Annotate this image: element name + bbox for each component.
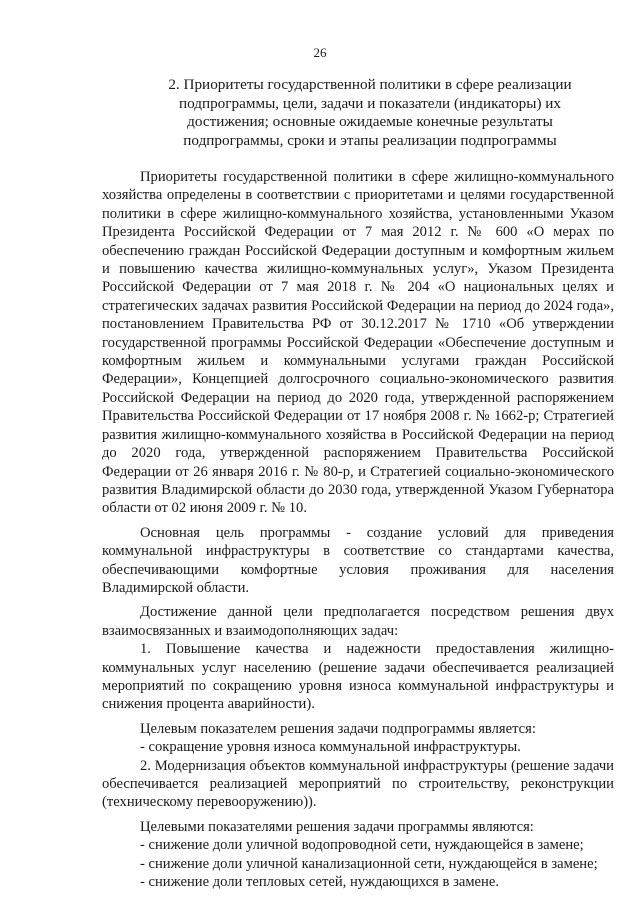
document-body <box>102 168 614 891</box>
paragraph-achievement: Достижение данной цели предполагается посредством решения двух взаимосвязанных и взаимодополняющих задач: <box>102 604 614 639</box>
list-item: - снижение доли тепловых сетей, нуждающихся в замене. <box>140 874 499 891</box>
section-title: 2. Приоритеты государственной политики в сфере реализации подпрограммы, цели, задачи и показатели (индикаторы) их достижения; основные ожидаемые конечные результаты подпрограммы, сроки и этапы реализации подпрограммы <box>168 76 572 149</box>
paragraph-task-1-indicator-intro: Целевым показателем решения задачи подпрограммы является: <box>140 720 536 737</box>
paragraph-priorities: Приоритеты государственной политики в сфере жилищно-коммунального хозяйства определены в соответствии с приоритетами и целями государственной политики в сфере жилищно-коммунального хозяйства, установленными Указом Президента Российской Федерации от 7 мая 2012 г. № 600 «О мерах по обеспечению граждан Российской Федерации доступным и комфортным жильем и повышению качества жилищно-коммунальных услуг», Указом Президента Российской Федерации от 7 мая 2018 г. № 204 «О национальных целях и стратегических задачах развития Российской Федерации на период до 2024 года», постановлением Правительства РФ от 30.12.2017 № 1710 «Об утверждении государственной программы Российской Федерации «Обеспечение доступным и комфортным жильем и коммунальными услугами граждан Российской Федерации», Концепцией долгосрочного социально-экономического развития Российской Федерации на период до 2020 года, утвержденной распоряжением Правительства Российской Федерации от 17 ноября 2008 г. № 1662-р; Стратегией развития жилищно-коммунального хозяйства в Российской Федерации на период до 2020 года, утвержденной распоряжением Правительства Российской Федерации от 26 января 2016 г. № 80-р, и Стратегией социально-экономического развития Владимирской области до 2030 года, утвержденной Указом Губернатора области от 02 июня 2009 г. № 10. <box>102 169 614 517</box>
list-item: - сокращение уровня износа коммунальной инфраструктуры. <box>140 739 521 756</box>
list-item: - снижение доли уличной водопроводной сети, нуждающейся в замене; <box>140 837 584 854</box>
paragraph-task-2-indicators-intro: Целевыми показателями решения задачи программы являются: <box>140 818 534 835</box>
paragraph-task-2: 2. Модернизация объектов коммунальной инфраструктуры (решение задачи обеспечивается реализацией мероприятий по строительству, реконструкции (техническому перевооружению)). <box>102 757 614 811</box>
paragraph-task-1: 1. Повышение качества и надежности предоставления жилищно-коммунальных услуг населению (решение задачи обеспечивается реализацией мероприятий по сокращению уровня износа коммунальной инфраструктуры и снижения процента аварийности). <box>102 641 614 713</box>
page-number: 26 <box>313 45 327 60</box>
paragraph-main-goal: Основная цель программы - создание условий для приведения коммунальной инфраструктуры в соответствие со стандартами качества, обеспечивающими комфортные условия проживания для населения Владимирской области. <box>102 524 614 596</box>
list-item: - снижение доли уличной канализационной сети, нуждающейся в замене; <box>140 855 598 872</box>
